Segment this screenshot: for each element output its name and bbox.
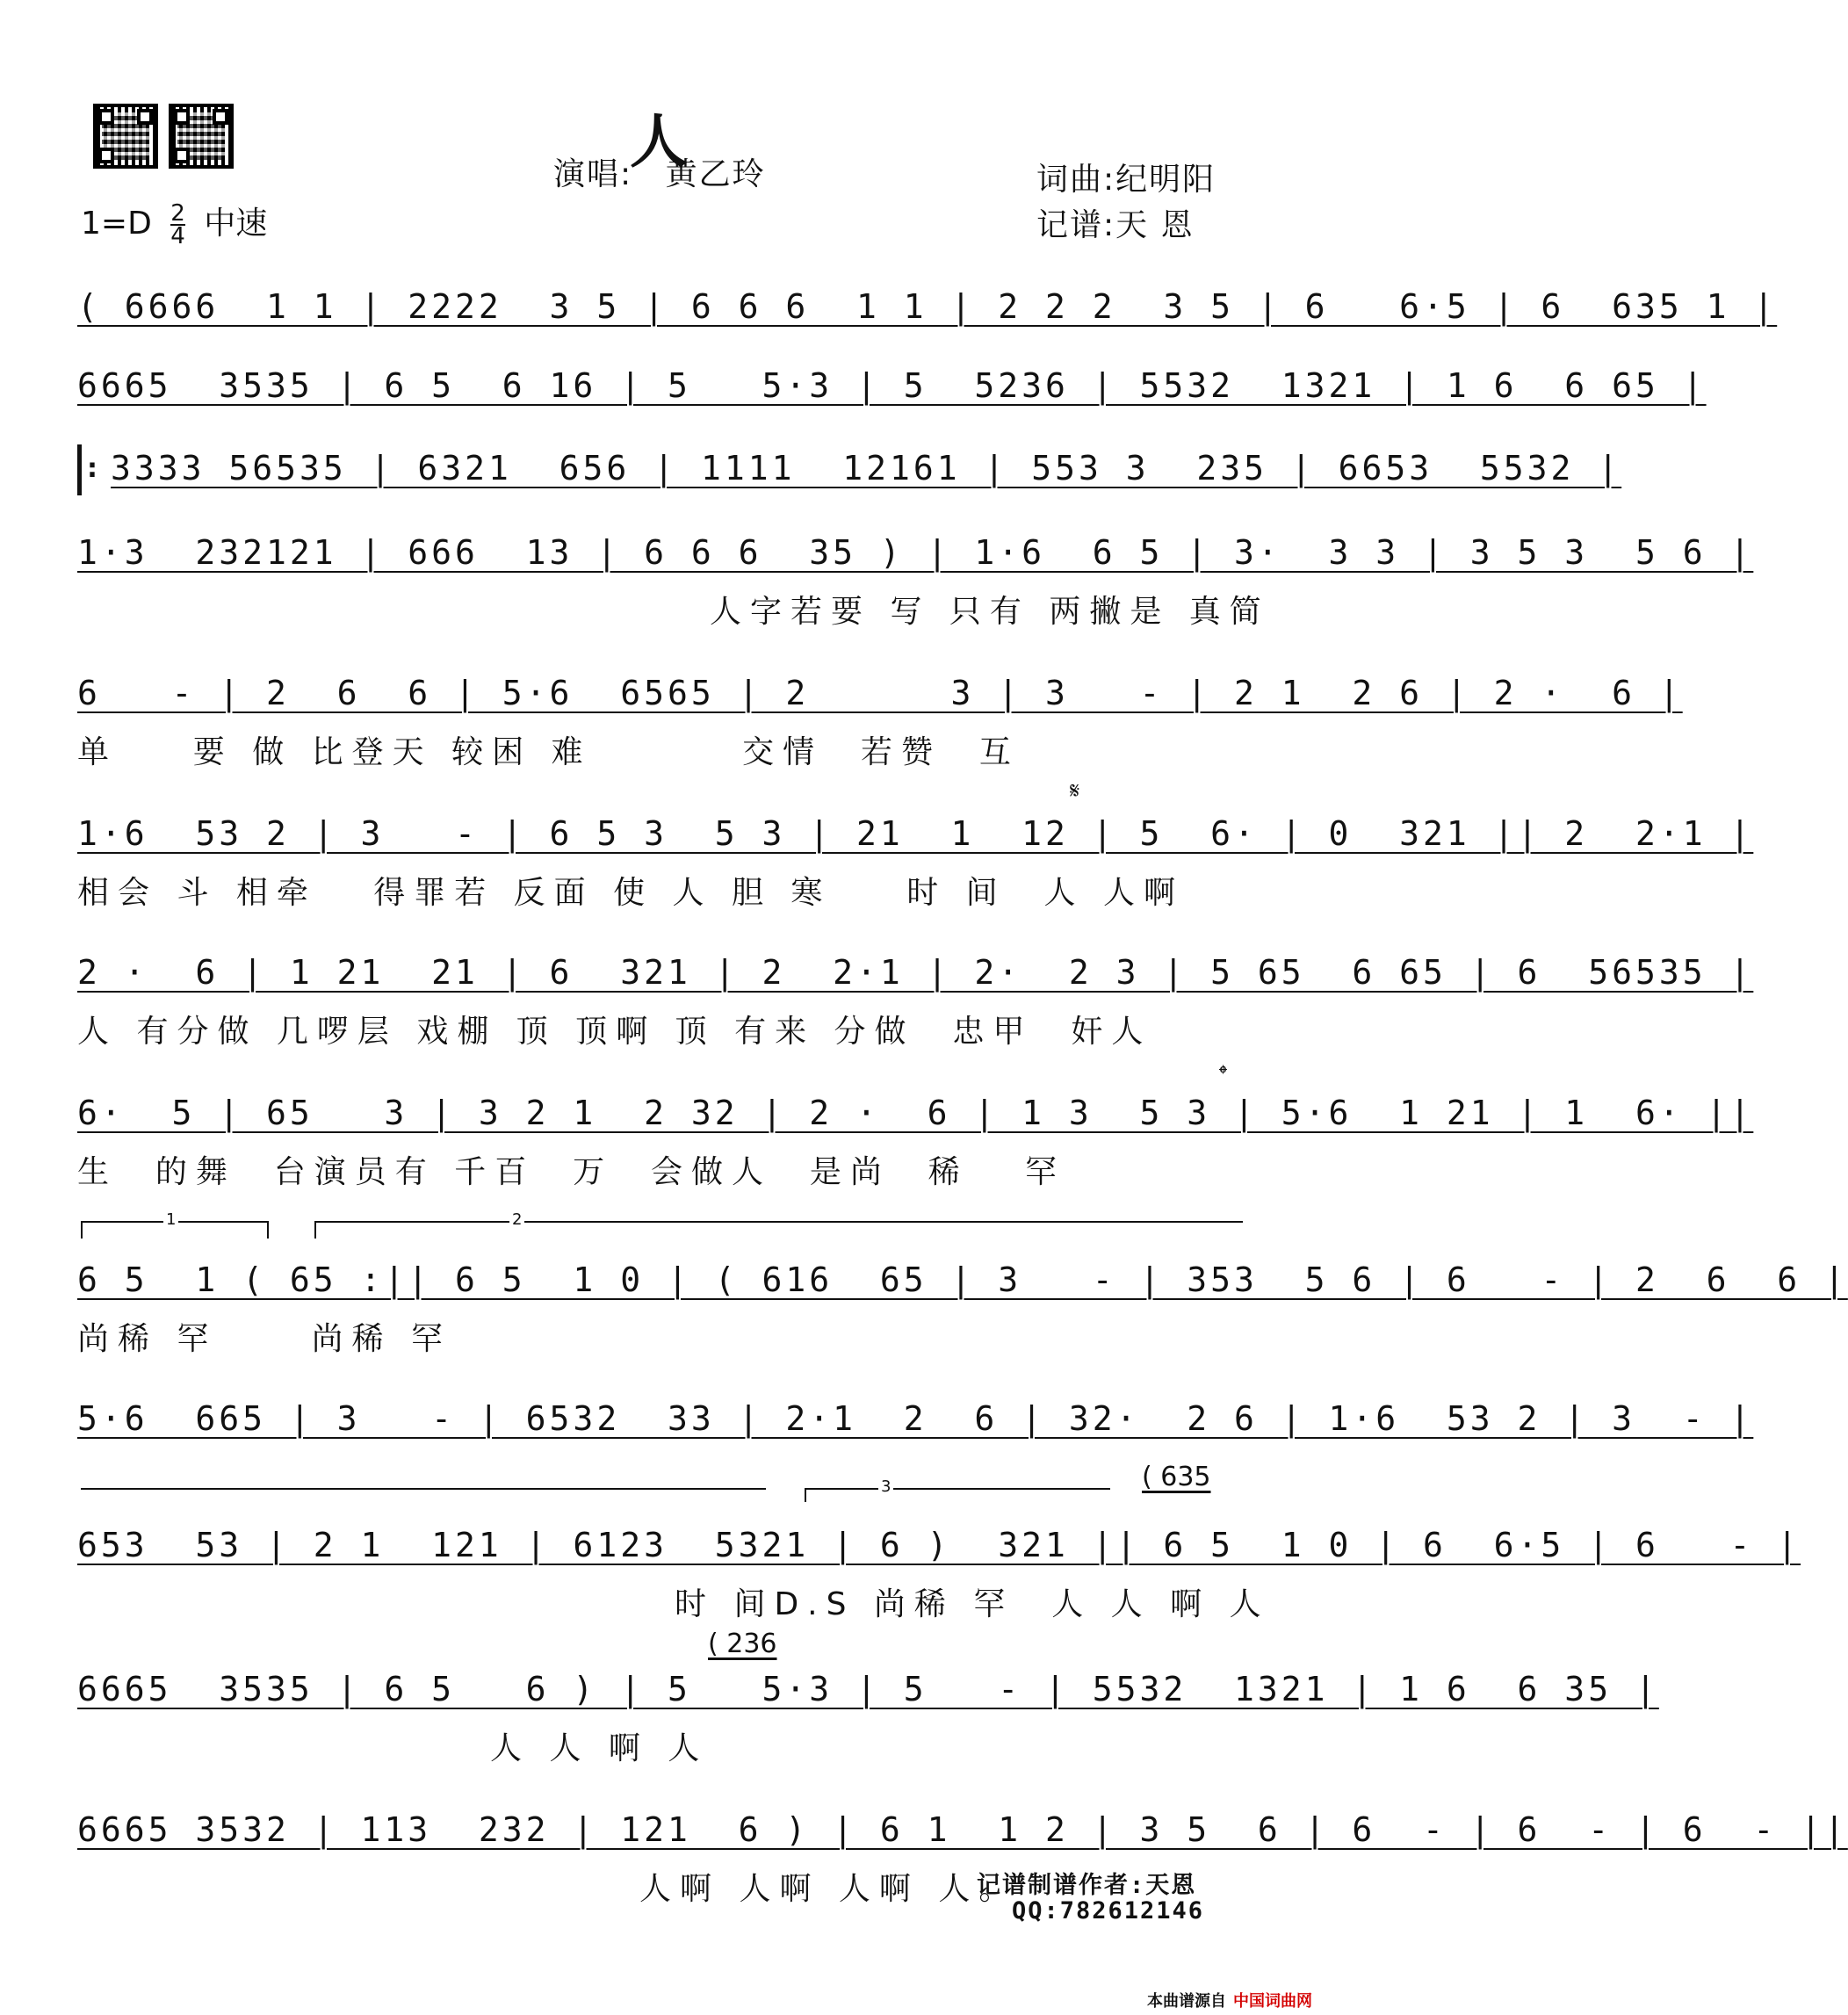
time-top: 2 <box>170 200 185 227</box>
divider-line <box>81 1488 766 1490</box>
time-signature <box>170 200 185 249</box>
notes-line: 3333 56535 | 6321 656 | 1111 12161 | 553 3 235 | 6653 5532 | <box>111 449 1622 488</box>
notes-line: 6 5 1 ( 65 :|| 6 5 1 0 | ( 616 65 | 3 - | 353 5 6 | 6 - | 2 6 6 | <box>77 1260 1848 1299</box>
lyrics-line: 人啊 人啊 人啊 人。 <box>639 1871 1020 1907</box>
key-signature <box>81 199 267 247</box>
system-7 <box>77 943 1754 1056</box>
key-value: 1=D <box>81 206 152 242</box>
transcriber-label: 记谱: <box>1036 207 1116 243</box>
volta-2-label: 2 <box>509 1210 524 1229</box>
notes-line: ( 6666 1 1 | 2222 3 5 | 6 6 6 1 1 | 2 2 2 3 5 | 6 6·5 | 6 635 1 | <box>77 287 1778 326</box>
notes-line: 1·3 232121 | 666 13 | 6 6 6 35 ) | 1·6 6 5 | 3· 3 3 | 3 5 3 5 6 | <box>77 533 1754 572</box>
source-label: 本曲谱源自 <box>1147 1992 1226 2011</box>
segno-sign: 𝄋 <box>1070 778 1080 805</box>
singer-line <box>553 149 766 194</box>
source-site: 中国词曲网 <box>1233 1992 1312 2011</box>
system-12 <box>77 1660 1659 1773</box>
system-5 <box>77 664 1683 776</box>
system-6 <box>77 778 1754 917</box>
notes-line: 6665 3535 | 6 5 6 ) | 5 5·3 | 5 - | 5532 1321 | 1 6 6 35 | <box>77 1670 1659 1708</box>
transcriber-line <box>1036 200 1195 245</box>
song-title: 人 <box>630 107 688 176</box>
repeat-start-sign <box>77 444 90 495</box>
notes-line: 6· 5 | 65 3 | 3 2 1 2 32 | 2 · 6 | 1 3 5 3 | 5·6 1 21 | 1 6· || <box>77 1094 1754 1132</box>
notes-line: 5·6 665 | 3 - | 6532 33 | 2·1 2 6 | 32· 2 6 | 1·6 53 2 | 3 - | <box>77 1399 1754 1438</box>
lyrics-line: 单 要 做 比登天 较困 难 交情 若赞 互 <box>77 734 1020 770</box>
system-4 <box>77 524 1754 636</box>
notes-line: 653 53 | 2 1 121 | 6123 5321 | 6 ) 321 || 6 5 1 0 | 6 6·5 | 6 - | <box>77 1526 1801 1564</box>
qq-number: QQ:782612146 <box>1012 1897 1205 1925</box>
triplet-label: 3 <box>878 1477 893 1496</box>
singer-name: 黄乙玲 <box>665 156 766 192</box>
lyrics-line: 时 间D.S 尚稀 罕 人 人 啊 人 <box>675 1586 1270 1622</box>
transcriber-name: 天 恩 <box>1115 207 1195 243</box>
lyrics-line: 人 有分做 几啰层 戏棚 顶 顶啊 顶 有来 分做 忠甲 奸人 <box>77 1014 1152 1050</box>
notes-line: 6 - | 2 6 6 | 5·6 6565 | 2 3 | 3 - | 2 1 2 6 | 2 · 6 | <box>77 674 1683 712</box>
notes-line: 6665 3532 | 113 232 | 121 6 ) | 6 1 1 2 | 3 5 6 | 6 - | 6 - | 6 - || <box>77 1810 1848 1849</box>
lyricist-line <box>1036 155 1216 199</box>
system-10 <box>77 1390 1754 1502</box>
system-11 <box>77 1516 1801 1629</box>
coda-sign: 𝄌 <box>1219 1061 1227 1087</box>
notes-line: 2 · 6 | 1 21 21 | 6 321 | 2 2·1 | 2· 2 3 | 5 65 6 65 | 6 56535 | <box>77 953 1754 992</box>
system-8 <box>77 1061 1754 1196</box>
lyrics-line: 人 人 啊 人 <box>490 1730 709 1766</box>
singer-label: 演唱: <box>553 156 633 192</box>
lyricist-label: 词曲: <box>1036 162 1116 198</box>
volta-2-bracket <box>314 1210 1243 1239</box>
pickup-2: ( 236 <box>708 1629 777 1659</box>
source-footer <box>1147 1989 1312 2011</box>
lyrics-line: 相会 斗 相牵 得罪若 反面 使 人 胆 寒 时 间 人 人啊 <box>77 875 1184 911</box>
lyrics-line: 人字若要 写 只有 两撇是 真简 <box>710 594 1270 630</box>
author-note: 记谱制谱作者:天恩 <box>977 1872 1197 1899</box>
triplet-bracket <box>805 1488 1110 1502</box>
pickup-1: ( 635 <box>1142 1462 1211 1492</box>
lyrics-line: 尚稀 罕 尚稀 罕 <box>77 1321 452 1357</box>
lyricist-name: 纪明阳 <box>1115 162 1216 198</box>
tempo: 中速 <box>204 206 268 242</box>
system-9 <box>77 1210 1848 1363</box>
volta-1-bracket <box>81 1210 269 1239</box>
lyrics-line: 生 的舞 台演员有 千百 万 会做人 是尚 稀 罕 <box>77 1154 1066 1190</box>
volta-1-label: 1 <box>163 1210 178 1229</box>
notes-line: 6665 3535 | 6 5 6 16 | 5 5·3 | 5 5236 | 5532 1321 | 1 6 6 65 | <box>77 366 1707 405</box>
notes-line: 1·6 53 2 | 3 - | 6 5 3 5 3 | 21 1 12 | 5 6· | 0 321 || 2 2·1 | <box>77 814 1754 853</box>
time-bottom: 4 <box>170 223 185 249</box>
